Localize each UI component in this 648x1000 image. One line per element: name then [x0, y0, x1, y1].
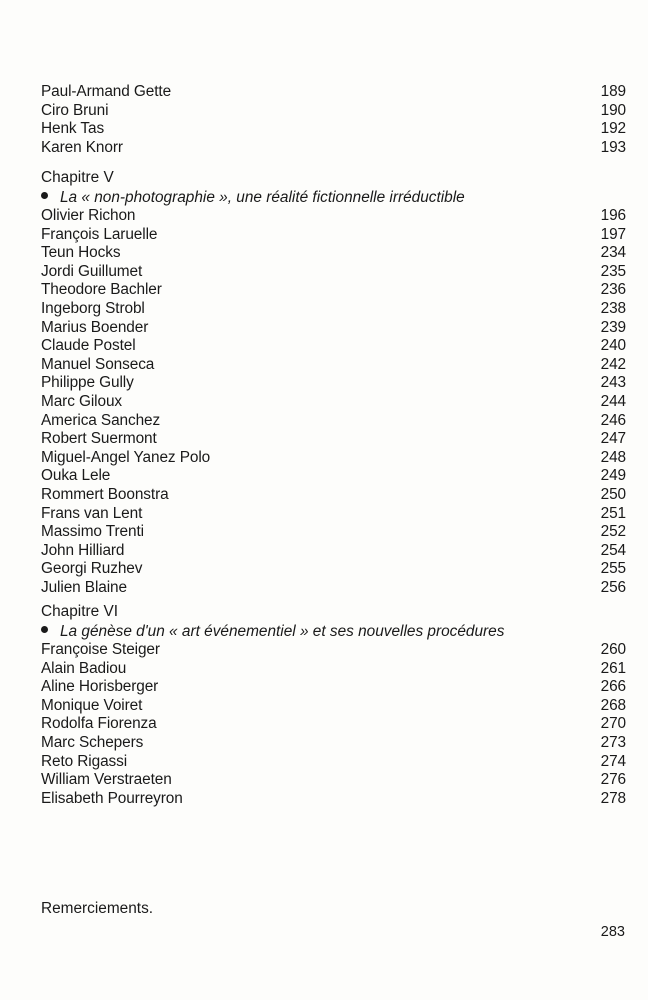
toc-entry-name: Ciro Bruni [41, 101, 109, 119]
toc-entry [41, 263, 626, 282]
toc-entry-name: Theodore Bachler [41, 281, 162, 299]
toc-entry-name: Rodolfa Fiorenza [41, 715, 157, 733]
toc-entry-page: 236 [600, 281, 626, 299]
toc-entry-page: 250 [600, 485, 626, 503]
toc-entry [41, 678, 626, 697]
toc-entry-page: 249 [600, 467, 626, 485]
toc-entry-name: Manuel Sonseca [41, 355, 155, 373]
toc-entry [41, 715, 626, 734]
toc-entry-page: 189 [600, 83, 626, 100]
toc-entry [41, 449, 626, 468]
toc-entry-name: Rommert Boonstra [41, 485, 169, 503]
toc-entry-page: 244 [600, 392, 626, 410]
toc-entry-page: 193 [600, 138, 626, 156]
toc-entry-name: François Laruelle [41, 225, 158, 243]
toc-entry-name: Julien Blaine [41, 578, 127, 596]
toc-entry-name: Reto Rigassi [41, 752, 128, 770]
chapter-5-title: Chapitre V [41, 169, 114, 186]
toc-entry [41, 300, 626, 319]
chapter-5-section [41, 168, 626, 597]
toc-entry-page: 273 [600, 733, 626, 751]
toc-entry-page: 190 [600, 101, 626, 119]
toc-entry-page: 196 [600, 207, 626, 224]
chapter-6-subtitle: La génèse d'un « art événementiel » et ses nouvelles procédures [60, 623, 505, 640]
toc-entry [41, 102, 626, 121]
bullet-icon [41, 192, 48, 199]
toc-entry-page: 246 [600, 411, 626, 429]
toc-entry-name: Miguel-Angel Yanez Polo [41, 448, 211, 466]
chapter-5-subtitle-line [41, 188, 626, 207]
toc-entry [41, 319, 626, 338]
toc-entry-name: Aline Horisberger [41, 678, 159, 696]
toc-entry-page: 254 [600, 541, 626, 559]
toc-entry-name: Ingeborg Strobl [41, 299, 145, 317]
toc-entry [41, 244, 626, 263]
toc-entry [41, 790, 626, 809]
chapter-6-entries [41, 641, 626, 808]
toc-entry-page: 270 [600, 715, 626, 733]
toc-entry-page: 248 [600, 448, 626, 466]
toc-entry-name: Jordi Guillumet [41, 262, 143, 280]
toc-entry-name: Paul-Armand Gette [41, 83, 172, 100]
toc-entry [41, 430, 626, 449]
toc-entry-name: Françoise Steiger [41, 641, 160, 658]
toc-entry [41, 753, 626, 772]
toc-entry-name: Philippe Gully [41, 374, 134, 392]
toc-entry [41, 393, 626, 412]
toc-entry-name: William Verstraeten [41, 771, 172, 789]
page-number: 283 [600, 924, 625, 940]
toc-entry-page: 278 [600, 789, 626, 807]
chapter-6-subtitle-line [41, 622, 626, 641]
toc-entry [41, 207, 626, 226]
toc-entry-page: 239 [600, 318, 626, 336]
toc-entry-name: Claude Postel [41, 337, 136, 355]
toc-entry-name: Marc Schepers [41, 733, 144, 751]
toc-entry [41, 560, 626, 579]
toc-entry-page: 235 [600, 262, 626, 280]
toc-entry [41, 226, 626, 245]
toc-entry [41, 120, 626, 139]
toc-entry [41, 505, 626, 524]
toc-entry-page: 268 [600, 696, 626, 714]
toc-entry-name: Frans van Lent [41, 504, 143, 522]
toc-entry-page: 251 [600, 504, 626, 522]
toc-entry-page: 274 [600, 752, 626, 770]
toc-entry [41, 579, 626, 598]
toc-entry-name: Robert Suermont [41, 430, 157, 448]
toc-entry-name: Massimo Trenti [41, 523, 144, 541]
toc-entry-page: 243 [600, 374, 626, 392]
toc-entry [41, 374, 626, 393]
chapter-6-section [41, 602, 626, 808]
toc-entry [41, 697, 626, 716]
toc-entry-name: John Hilliard [41, 541, 125, 559]
toc-entry-name: Olivier Richon [41, 207, 136, 224]
toc-entry [41, 771, 626, 790]
toc-entry [41, 467, 626, 486]
toc-entry-page: 242 [600, 355, 626, 373]
toc-entry-page: 261 [600, 659, 626, 677]
toc-entry [41, 486, 626, 505]
toc-entry-page: 255 [600, 560, 626, 578]
toc-entry-page: 234 [600, 244, 626, 262]
toc-entry-name: Monique Voiret [41, 696, 143, 714]
chapter-5-entries [41, 207, 626, 597]
toc-entry [41, 281, 626, 300]
toc-entry-page: 276 [600, 771, 626, 789]
toc-entry-page: 266 [600, 678, 626, 696]
toc-entry-name: Henk Tas [41, 120, 105, 138]
toc-entry [41, 660, 626, 679]
chapter-5-subtitle: La « non-photographie », une réalité fictionnelle irréductible [60, 189, 465, 206]
toc-entry [41, 337, 626, 356]
toc-entry-page: 240 [600, 337, 626, 355]
remerciements-entry: Remerciements. [41, 900, 154, 917]
toc-entry-page: 238 [600, 299, 626, 317]
toc-entry [41, 83, 626, 102]
chapter-6-title: Chapitre VI [41, 603, 118, 620]
toc-entry-page: 192 [600, 120, 626, 138]
toc-entry-page: 252 [600, 523, 626, 541]
toc-entry-name: Georgi Ruzhev [41, 560, 143, 578]
toc-entry-name: Marc Giloux [41, 392, 123, 410]
toc-entry [41, 542, 626, 561]
toc-entry-page: 256 [600, 578, 626, 596]
toc-entry-name: Elisabeth Pourreyron [41, 789, 183, 807]
toc-entry-name: Teun Hocks [41, 244, 121, 262]
toc-entry [41, 412, 626, 431]
toc-entry [41, 734, 626, 753]
toc-entry-name: Marius Boender [41, 318, 149, 336]
bullet-icon [41, 626, 48, 633]
toc-entry-page: 197 [600, 225, 626, 243]
toc-entry [41, 139, 626, 158]
toc-entry [41, 523, 626, 542]
toc-top-section [41, 83, 626, 157]
toc-entry [41, 641, 626, 660]
toc-entry-page: 247 [600, 430, 626, 448]
toc-entry-name: Alain Badiou [41, 659, 127, 677]
toc-entry-name: America Sanchez [41, 411, 161, 429]
toc-entry [41, 356, 626, 375]
toc-entry-name: Karen Knorr [41, 138, 123, 156]
toc-entry-page: 260 [600, 641, 626, 658]
toc-entry-name: Ouka Lele [41, 467, 111, 485]
